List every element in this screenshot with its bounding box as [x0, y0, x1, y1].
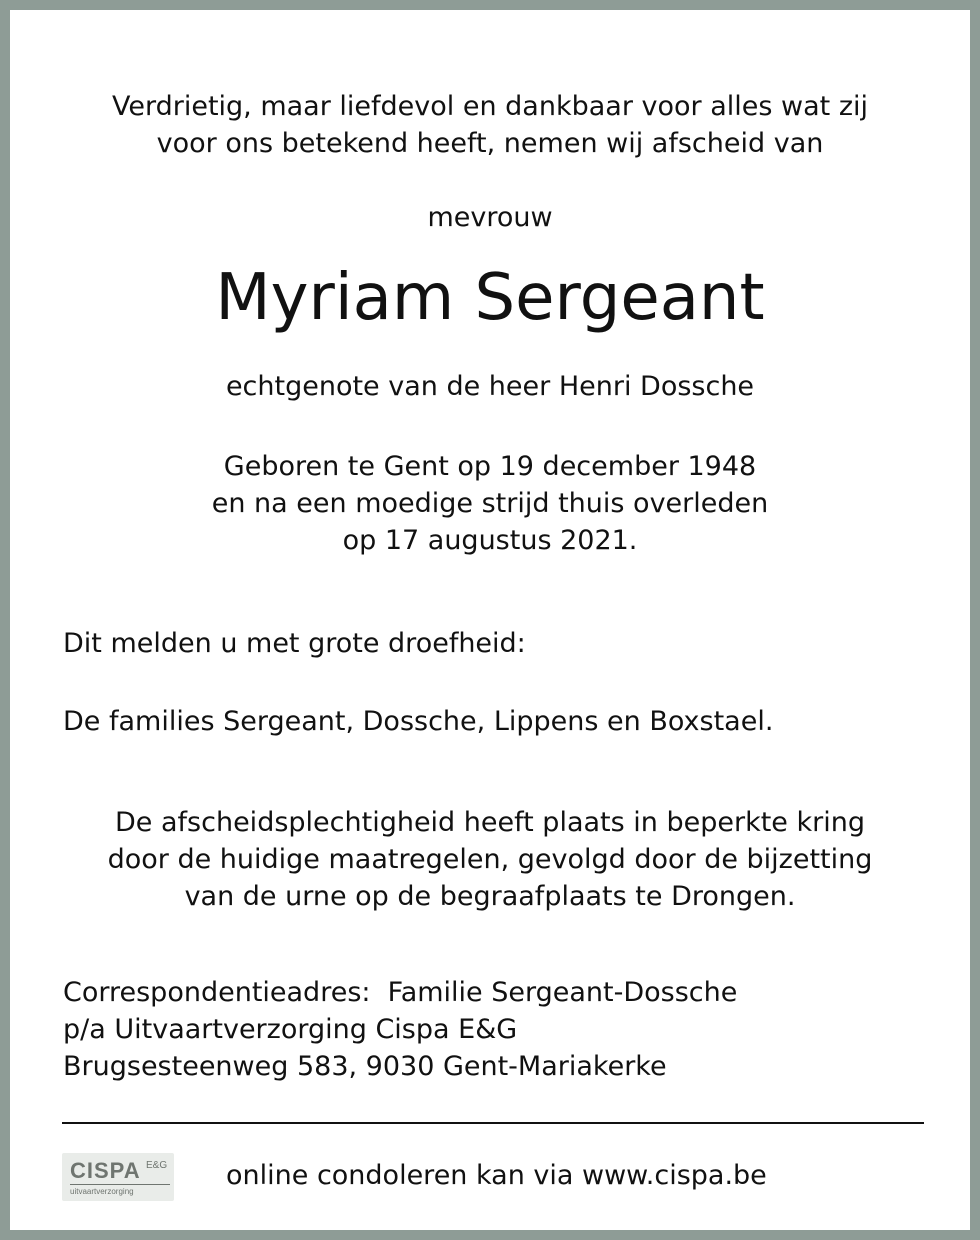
address-line: Correspondentieadres: Familie Sergeant-Dossche: [63, 977, 738, 1008]
deceased-name: Myriam Sergeant: [215, 261, 765, 335]
logo-subtitle: uitvaartverzorging: [70, 1187, 134, 1196]
logo-bar: [70, 1184, 170, 1185]
ceremony-text: [20, 804, 960, 915]
spouse-line: echtgenote van de heer Henri Dossche: [225, 371, 755, 402]
birth-death-line: op 17 augustus 2021.: [342, 525, 638, 556]
birth-death-text: [20, 448, 960, 559]
announcement-text: Dit melden u met grote droefheid:: [63, 628, 526, 659]
divider: [62, 1122, 924, 1124]
intro-text: [20, 88, 960, 162]
online-condolence-text: online condoleren kan via www.cispa.be: [226, 1160, 767, 1191]
address-line: p/a Uitvaartverzorging Cispa E&G: [63, 1014, 518, 1045]
birth-death-line: en na een moedige strijd thuis overleden: [211, 488, 769, 519]
cispa-logo: [62, 1153, 174, 1201]
families-text: De families Sergeant, Dossche, Lippens en Boxstael.: [63, 706, 774, 737]
ceremony-line: door de huidige maatregelen, gevolgd door de bijzetting: [107, 844, 873, 875]
intro-line: voor ons betekend heeft, nemen wij afscheid van: [156, 128, 824, 159]
ceremony-line: van de urne op de begraafplaats te Drongen.: [184, 881, 796, 912]
ceremony-line: De afscheidsplechtigheid heeft plaats in beperkte kring: [115, 807, 865, 838]
logo-word: CISPA: [70, 1158, 141, 1183]
title-prefix: mevrouw: [427, 202, 553, 233]
correspondence-address: [63, 974, 737, 1085]
logo-suffix: E&G: [146, 1160, 168, 1171]
birth-death-line: Geboren te Gent op 19 december 1948: [223, 451, 757, 482]
intro-line: Verdrietig, maar liefdevol en dankbaar voor alles wat zij: [111, 91, 868, 122]
address-line: Brugsesteenweg 583, 9030 Gent-Mariakerke: [63, 1051, 667, 1082]
